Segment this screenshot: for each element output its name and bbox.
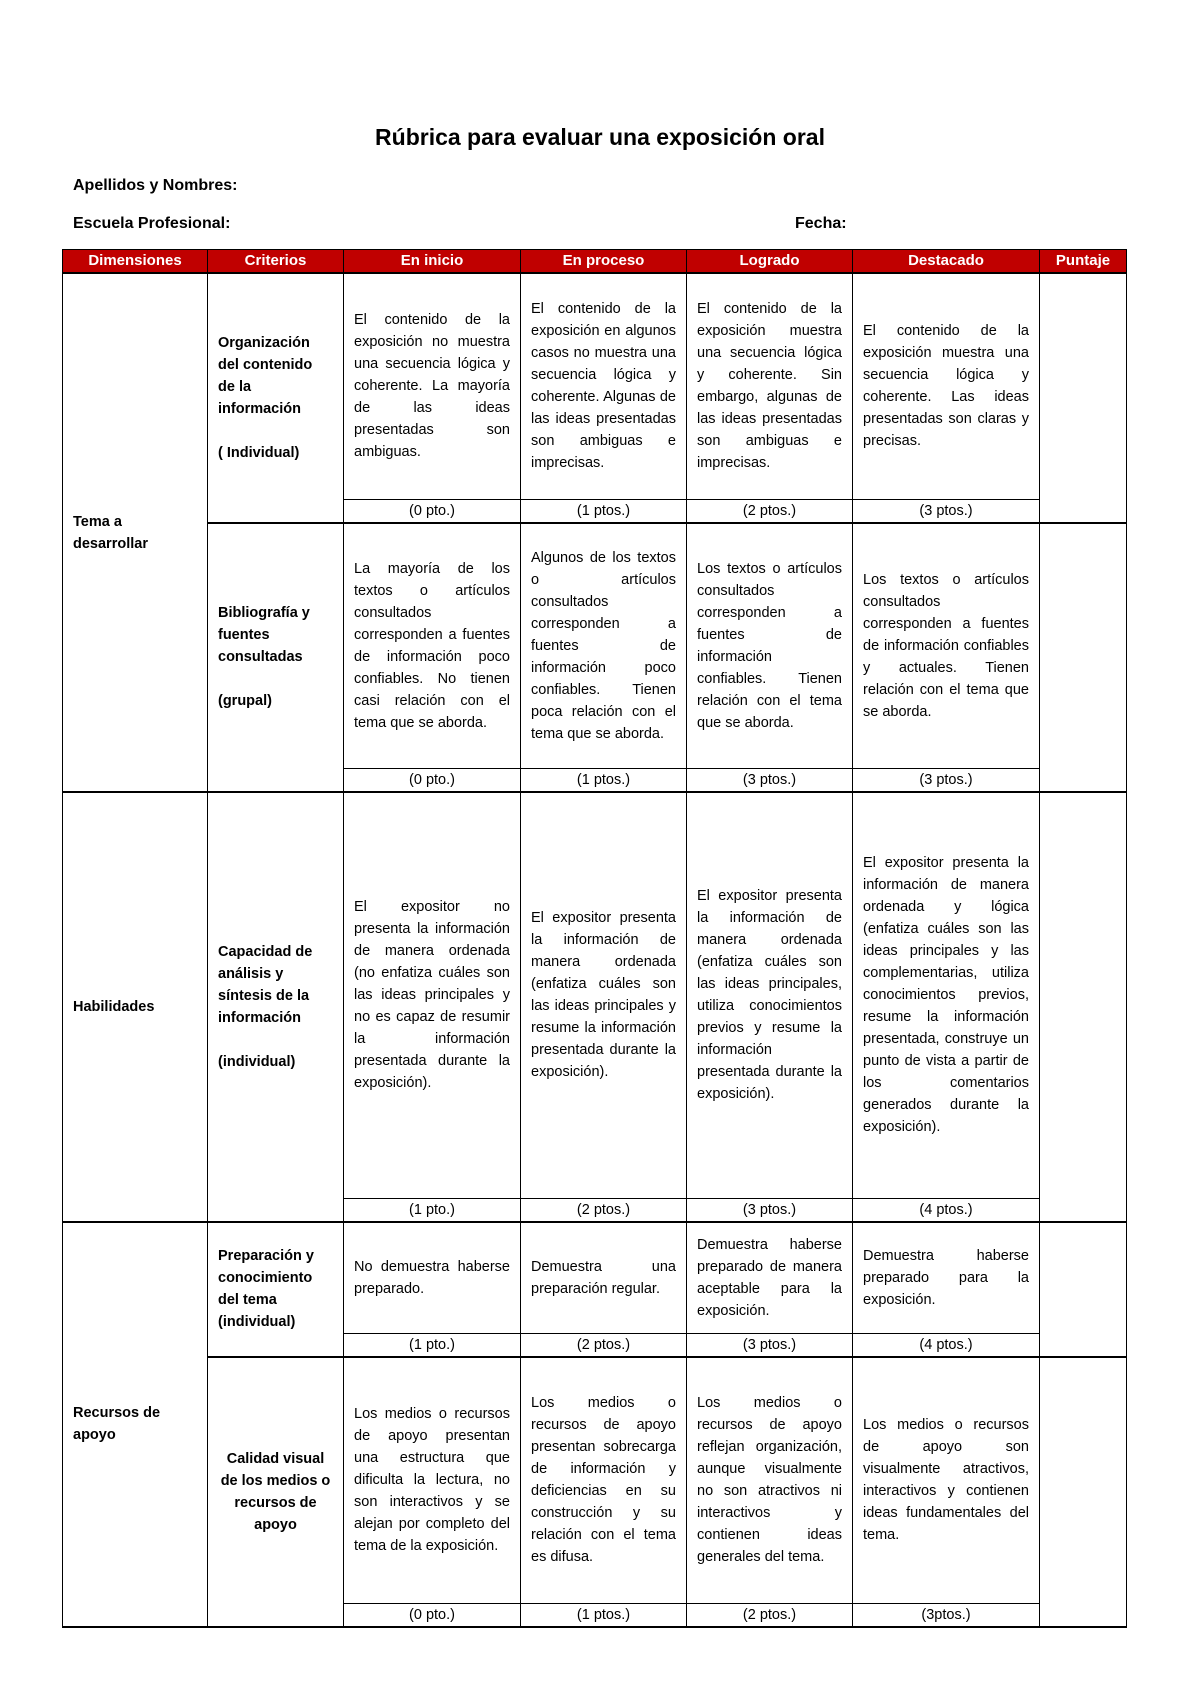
level-en-inicio: La mayoría de los textos o artículos consultados corresponden a fuentes de información poco confiables. No tienen casi relación con el tema que se aborda. [344, 523, 521, 769]
level-en-proceso: Los medios o recursos de apoyo presentan sobrecarga de información y deficiencias en su construcción y su relación con el tema es difusa. [521, 1357, 687, 1603]
level-logrado: Demuestra haberse preparado de manera aceptable para la exposición. [687, 1222, 853, 1334]
criterion-bibliografia [208, 523, 344, 793]
names-label: Apellidos y Nombres: [73, 177, 238, 194]
score-en-inicio: (0 pto.) [344, 769, 521, 793]
score-cell[interactable] [1040, 273, 1127, 523]
level-logrado: El contenido de la exposición muestra una secuencia lógica y coherente. Sin embargo, algunas de las ideas presentadas son ambiguas e imprecisas. [687, 273, 853, 499]
score-logrado: (2 ptos.) [687, 1603, 853, 1627]
table-row [63, 1222, 1127, 1334]
school-label: Escuela Profesional: [73, 215, 231, 232]
score-cell[interactable] [1040, 523, 1127, 793]
criterion-name: Capacidad de análisis y síntesis de la información [218, 943, 313, 1026]
score-destacado: (3ptos.) [853, 1603, 1040, 1627]
header-dimensiones: Dimensiones [63, 250, 208, 274]
header-destacado: Destacado [853, 250, 1040, 274]
header-en-inicio: En inicio [344, 250, 521, 274]
level-en-inicio: El contenido de la exposición no muestra una secuencia lógica y coherente. La mayoría de las ideas presentadas son ambiguas. [344, 273, 521, 499]
score-logrado: (3 ptos.) [687, 1334, 853, 1358]
score-en-inicio: (1 pto.) [344, 1198, 521, 1222]
level-en-inicio: El expositor no presenta la información de manera ordenada (no enfatiza cuáles son las ideas principales y no es capaz de resumir la información presentada durante la exposición). [344, 792, 521, 1198]
level-logrado: Los textos o artículos consultados corresponden a fuentes de información confiables. Tienen relación con el tema que se aborda. [687, 523, 853, 769]
header-en-proceso: En proceso [521, 250, 687, 274]
score-cell[interactable] [1040, 1222, 1127, 1358]
criterion-mode: (grupal) [218, 693, 272, 710]
criterion-name: Calidad visual de los medios o recursos de apoyo [220, 1450, 331, 1533]
header-puntaje: Puntaje [1040, 250, 1127, 274]
level-destacado: El contenido de la exposición muestra una secuencia lógica y coherente. Las ideas presentadas son claras y precisas. [853, 273, 1040, 499]
score-en-proceso: (1 ptos.) [521, 499, 687, 523]
level-logrado: Los medios o recursos de apoyo reflejan organización, aunque visualmente no son atractivos ni interactivos y contienen ideas generales del tema. [687, 1357, 853, 1603]
level-en-proceso: Algunos de los textos o artículos consultados corresponden a fuentes de información poco confiables. Tienen poca relación con el tema que se aborda. [521, 523, 687, 769]
level-en-proceso: Demuestra una preparación regular. [521, 1222, 687, 1334]
criterion-mode: ( Individual) [218, 444, 300, 461]
criterion-calidad-visual [208, 1357, 344, 1627]
dimension-tema: Tema a desarrollar [63, 273, 208, 792]
document-title: Rúbrica para evaluar una exposición oral [375, 124, 825, 150]
score-logrado: (2 ptos.) [687, 499, 853, 523]
criterion-organizacion [208, 273, 344, 523]
header-criterios: Criterios [208, 250, 344, 274]
score-logrado: (3 ptos.) [687, 1198, 853, 1222]
criterion-analisis [208, 792, 344, 1222]
criterion-mode: (individual) [218, 1314, 296, 1331]
criterion-mode: (individual) [218, 1053, 296, 1070]
level-destacado: Los medios o recursos de apoyo son visualmente atractivos, interactivos y contienen ideas fundamentales del tema. [853, 1357, 1040, 1603]
score-cell[interactable] [1040, 1357, 1127, 1627]
level-destacado: El expositor presenta la información de manera ordenada y lógica (enfatiza cuáles son las ideas principales y las complementarias, utiliza conocimientos previos, resume la información presentada, construye un punto de vista a partir de los comentarios generados durante la exposición). [853, 792, 1040, 1198]
criterion-name: Organización del contenido de la información [218, 334, 313, 417]
score-logrado: (3 ptos.) [687, 769, 853, 793]
level-en-proceso: El expositor presenta la información de manera ordenada (enfatiza cuáles son las ideas principales y resume la información presentada durante la exposición). [521, 792, 687, 1198]
score-destacado: (3 ptos.) [853, 499, 1040, 523]
level-en-proceso: El contenido de la exposición en algunos casos no muestra una secuencia lógica y coherente. Algunas de las ideas presentadas son ambiguas e imprecisas. [521, 273, 687, 499]
score-en-inicio: (0 pto.) [344, 1603, 521, 1627]
rubric-table [62, 249, 1127, 1628]
score-cell[interactable] [1040, 792, 1127, 1222]
date-label: Fecha: [795, 215, 847, 232]
dimension-habilidades: Habilidades [63, 792, 208, 1222]
score-destacado: (4 ptos.) [853, 1198, 1040, 1222]
table-row [63, 523, 1127, 769]
level-en-inicio: Los medios o recursos de apoyo presentan una estructura que dificulta la lectura, no son interactivos y se alejan por completo del tema de la exposición. [344, 1357, 521, 1603]
criterion-name: Preparación y conocimiento del tema [218, 1248, 314, 1309]
score-destacado: (4 ptos.) [853, 1334, 1040, 1358]
header-logrado: Logrado [687, 250, 853, 274]
level-en-inicio: No demuestra haberse preparado. [344, 1222, 521, 1334]
score-en-proceso: (2 ptos.) [521, 1334, 687, 1358]
table-row [63, 792, 1127, 1198]
criterion-preparacion [208, 1222, 344, 1358]
score-en-proceso: (1 ptos.) [521, 1603, 687, 1627]
level-logrado: El expositor presenta la información de manera ordenada (enfatiza cuáles son las ideas principales, utiliza conocimientos previos y resume la información presentada durante la exposición). [687, 792, 853, 1198]
score-en-proceso: (2 ptos.) [521, 1198, 687, 1222]
table-row [63, 1357, 1127, 1603]
level-destacado: Demuestra haberse preparado para la exposición. [853, 1222, 1040, 1334]
header-row [63, 250, 1127, 274]
level-destacado: Los textos o artículos consultados corresponden a fuentes de información confiables y actuales. Tienen relación con el tema que se aborda. [853, 523, 1040, 769]
score-en-inicio: (1 pto.) [344, 1334, 521, 1358]
score-destacado: (3 ptos.) [853, 769, 1040, 793]
score-en-proceso: (1 ptos.) [521, 769, 687, 793]
dimension-recursos: Recursos de apoyo [63, 1222, 208, 1627]
table-row [63, 273, 1127, 499]
score-en-inicio: (0 pto.) [344, 499, 521, 523]
criterion-name: Bibliografía y fuentes consultadas [218, 605, 310, 666]
